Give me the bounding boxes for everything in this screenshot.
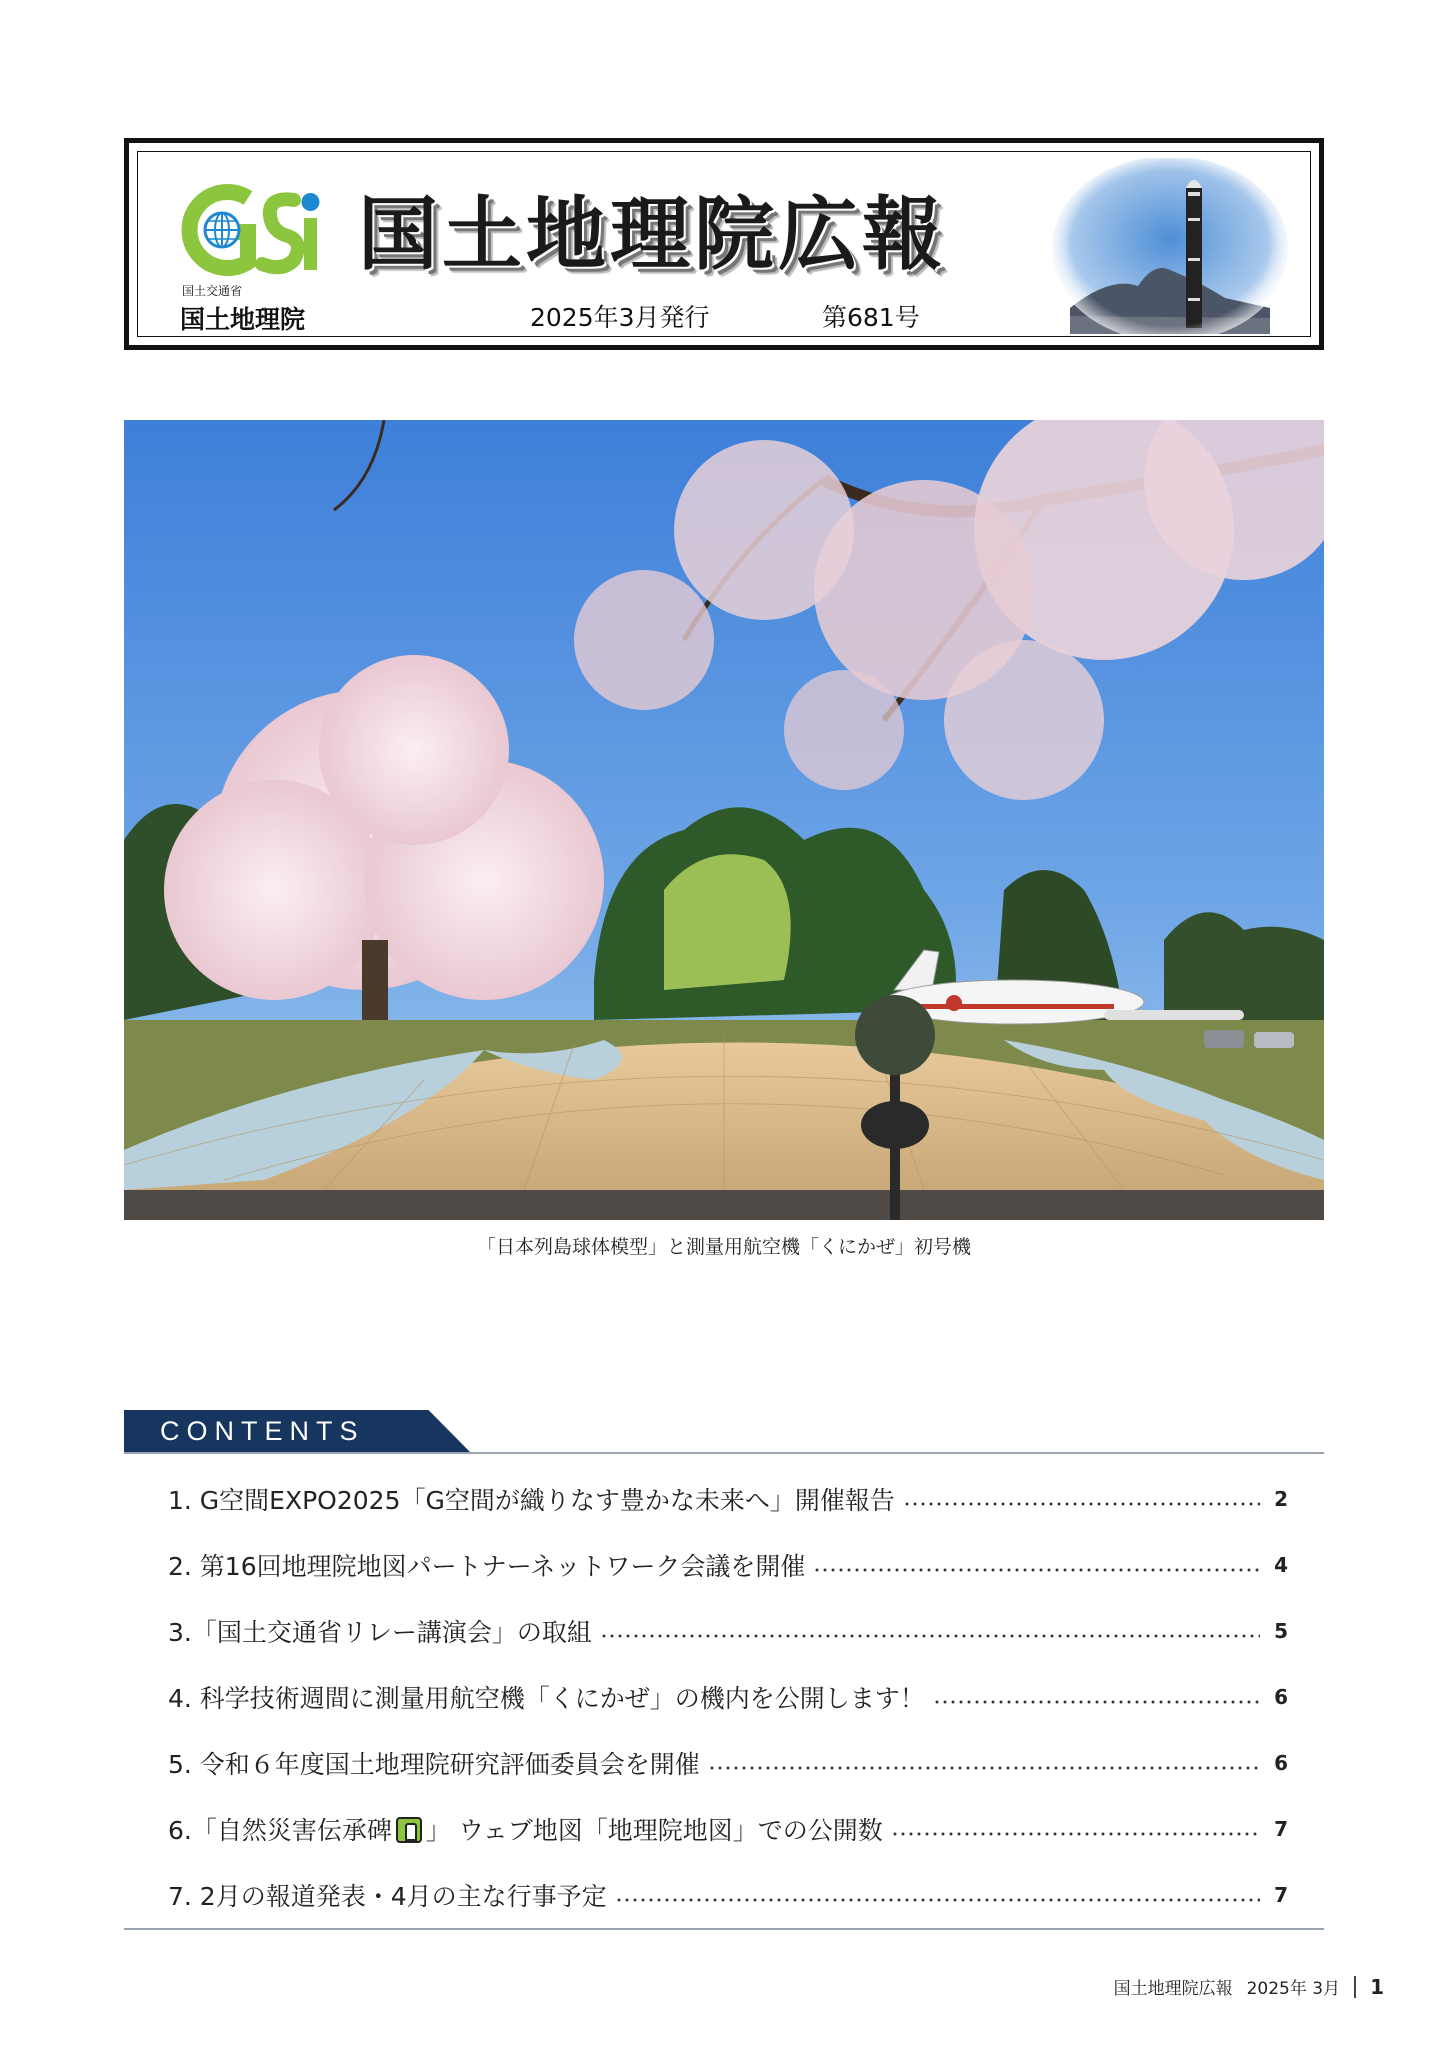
cover-photo-globe-model [124, 420, 1324, 1220]
toc-item-4[interactable] [124, 1664, 1324, 1730]
toc-page-number: 7 [1274, 1883, 1288, 1907]
toc-leader-dots [708, 1766, 1260, 1770]
toc-item-6[interactable] [124, 1796, 1324, 1862]
disaster-monument-icon [396, 1817, 422, 1843]
table-of-contents [124, 1466, 1324, 1928]
toc-page-number: 6 [1274, 1685, 1288, 1709]
toc-leader-dots [615, 1898, 1260, 1902]
contents-header [124, 1410, 1324, 1454]
toc-item-text: 4. 科学技術週間に測量用航空機「くにかぜ」の機内を公開します！ [168, 1684, 925, 1713]
footer-separator [1354, 1976, 1356, 1998]
footer-publication: 国土地理院広報 [1113, 1979, 1233, 1999]
toc-leader-dots [903, 1502, 1260, 1506]
contents-bottom-rule [124, 1928, 1324, 1930]
toc-item-5[interactable] [124, 1730, 1324, 1796]
masthead-frame [137, 151, 1311, 337]
toc-item-text: 2. 第16回地理院地図パートナーネットワーク会議を開催 [168, 1552, 806, 1581]
logo-agency-label: 国土地理院 [180, 305, 306, 334]
toc-leader-dots [891, 1832, 1260, 1836]
toc-leader-dots [600, 1634, 1260, 1638]
toc-page-number: 2 [1274, 1487, 1288, 1511]
masthead-photo-mountain-tower [1050, 158, 1290, 337]
toc-leader-dots [813, 1568, 1260, 1572]
toc-item-3[interactable] [124, 1598, 1324, 1664]
toc-item-2[interactable] [124, 1532, 1324, 1598]
toc-item-text: 5. 令和６年度国土地理院研究評価委員会を開催 [168, 1750, 700, 1779]
contents-rule [124, 1452, 1324, 1454]
footer-date: 2025年 3月 [1246, 1979, 1341, 1999]
toc-item-1[interactable] [124, 1466, 1324, 1532]
issue-date: 2025年3月発行 [530, 303, 710, 332]
toc-item-7[interactable] [124, 1862, 1324, 1928]
toc-page-number: 6 [1274, 1751, 1288, 1775]
toc-page-number: 5 [1274, 1619, 1288, 1643]
toc-item-text: 3.「国土交通省リレー講演会」の取組 [168, 1618, 592, 1647]
toc-leader-dots [933, 1700, 1260, 1704]
footer-page-number: 1 [1370, 1974, 1384, 1999]
cover-caption: 「日本列島球体模型」と測量用航空機「くにかぜ」初号機 [476, 1236, 971, 1258]
toc-page-number: 4 [1274, 1553, 1288, 1577]
page-footer [1114, 1974, 1384, 1999]
gsi-logo [176, 180, 326, 280]
toc-item-text: 1. G空間EXPO2025「G空間が織りなす豊かな未来へ」開催報告 [168, 1486, 895, 1515]
toc-item-text-after: 」 ウェブ地図「地理院地図」での公開数 [425, 1816, 883, 1845]
contents-heading: CONTENTS [160, 1416, 365, 1446]
issue-number: 第681号 [822, 303, 920, 332]
toc-page-number: 7 [1274, 1817, 1288, 1841]
publication-title: 国土地理院広報 [358, 187, 946, 281]
toc-item-text-before: 6.「自然災害伝承碑 [168, 1816, 392, 1845]
logo-ministry-label: 国土交通省 [182, 284, 243, 298]
toc-item-text [168, 1811, 883, 1847]
toc-item-text: 7. 2月の報道発表・4月の主な行事予定 [168, 1882, 607, 1911]
masthead [124, 138, 1324, 350]
